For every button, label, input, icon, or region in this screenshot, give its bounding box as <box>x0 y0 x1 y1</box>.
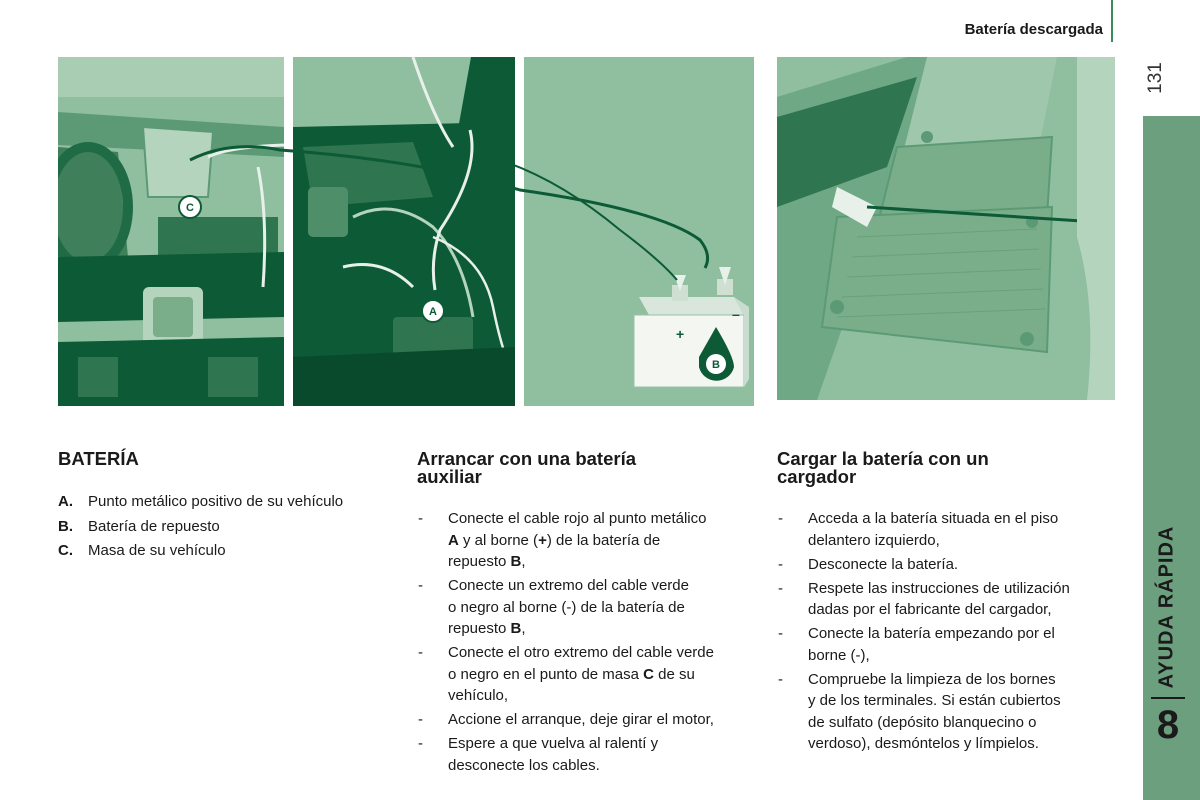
jump-start-title-line1: Arrancar con una batería <box>417 448 636 469</box>
chapter-tab-label-text: AYUDA RÁPIDA <box>1155 525 1178 689</box>
step-text-line: repuesto <box>448 553 511 570</box>
charge-title-line1: Cargar la batería con un <box>777 448 989 469</box>
legend-key: C. <box>58 542 73 559</box>
step-dash: - <box>418 711 423 728</box>
charge-section <box>777 446 1122 757</box>
step-text <box>448 508 762 573</box>
jump-start-title <box>417 450 762 486</box>
illustration-spare-battery <box>524 57 754 406</box>
step-text: Desconecte la batería. <box>808 555 959 573</box>
step-key: B <box>510 620 522 637</box>
step-text-line: , <box>521 620 526 637</box>
marker-c-label: C <box>186 202 194 214</box>
step-text-line: delantero izquierdo, <box>808 531 940 549</box>
legend-item <box>58 515 398 540</box>
chapter-number: 8 <box>1156 703 1180 747</box>
legend-key: B. <box>58 517 73 535</box>
step-text <box>808 578 1122 621</box>
battery-minus-label: – <box>732 306 740 322</box>
step-dash: - <box>778 670 783 688</box>
step-text-line: o negro en el punto de masa <box>448 665 644 683</box>
jump-start-step <box>417 508 762 573</box>
charge-title-line2: cargador <box>777 466 857 487</box>
step-text <box>808 669 1122 755</box>
step-text-line: Conecte el cable rojo al punto metálico <box>448 510 707 527</box>
chapter-tab-divider <box>1151 697 1185 699</box>
step-dash: - <box>778 555 783 573</box>
step-text-line: borne (-), <box>808 646 870 664</box>
step-text <box>808 623 1122 666</box>
step-text-line: Espere a que vuelva al ralentí y <box>448 735 659 752</box>
step-dash: - <box>418 577 423 594</box>
step-text-line: desconecte los cables. <box>448 756 600 774</box>
illustration-ground-point <box>58 57 284 406</box>
illustration-positive-terminal <box>293 57 515 406</box>
step-text-line: Compruebe la limpieza de los bornes <box>808 670 1056 688</box>
step-key: A <box>448 531 459 549</box>
step-dash: - <box>778 579 783 597</box>
step-text-line: Conecte el otro extremo del cable verde <box>448 644 714 661</box>
jump-start-section <box>417 446 762 779</box>
step-dash: - <box>418 510 423 527</box>
step-text <box>448 575 762 640</box>
jump-start-title-line2: auxiliar <box>417 466 482 487</box>
step-text-line: o negro al borne (-) de la batería de <box>448 598 685 616</box>
header-divider <box>1111 0 1113 42</box>
step-key: B <box>510 553 522 570</box>
battery-plus-label: + <box>676 326 685 342</box>
illustration-battery-floor <box>777 57 1115 400</box>
step-key: C <box>643 665 654 683</box>
step-text <box>448 642 762 707</box>
step-text-line: verdoso), desmóntelos y límpielos. <box>808 735 1039 752</box>
step-text: Accione el arranque, deje girar el motor, <box>448 711 714 728</box>
step-text-line: y al borne ( <box>458 531 539 549</box>
step-dash: - <box>778 510 783 527</box>
jump-start-step <box>417 733 762 776</box>
step-text-line: Conecte un extremo del cable verde <box>448 577 689 594</box>
step-text-line: repuesto <box>448 620 511 637</box>
step-text <box>448 733 762 776</box>
step-text-line: ) de la batería de <box>546 531 661 549</box>
step-dash: - <box>418 644 423 661</box>
step-dash: - <box>418 735 423 752</box>
chapter-tab-label <box>1152 522 1182 692</box>
charge-step <box>777 669 1122 755</box>
charge-step <box>777 554 1122 576</box>
step-text-line: , <box>521 553 526 570</box>
jump-start-step <box>417 575 762 640</box>
battery-section-title: BATERÍA <box>58 448 139 469</box>
charge-step <box>777 578 1122 621</box>
jump-start-step <box>417 709 762 731</box>
page-number: 131 <box>1145 62 1166 94</box>
step-text <box>808 508 1122 551</box>
legend-item <box>58 490 398 515</box>
step-text-line: dadas por el fabricante del cargador, <box>808 601 1052 618</box>
charge-title <box>777 450 1122 486</box>
step-key: + <box>538 531 547 549</box>
legend-text: Batería de repuesto <box>88 517 220 535</box>
step-text-line: y de los terminales. Si están cubiertos <box>808 692 1061 709</box>
battery-legend-section <box>58 446 398 564</box>
marker-b-label: B <box>712 359 720 371</box>
jump-start-step <box>417 642 762 707</box>
step-text-line: Acceda a la batería situada en el piso <box>808 510 1059 527</box>
step-text-line: de su <box>653 665 695 683</box>
charge-step <box>777 623 1122 666</box>
legend-key: A. <box>58 493 73 510</box>
legend-text: Punto metálico positivo de su vehículo <box>88 493 344 510</box>
section-header-title: Batería descargada <box>964 21 1103 38</box>
step-text-line: Conecte la batería empezando por el <box>808 625 1055 642</box>
marker-a-label: A <box>429 306 437 318</box>
charge-step <box>777 508 1122 551</box>
step-text-line: de sulfato (depósito blanquecino o <box>808 713 1037 731</box>
step-text-line: vehículo, <box>448 687 509 704</box>
legend-text: Masa de su vehículo <box>88 542 226 559</box>
step-dash: - <box>778 625 783 642</box>
legend-item <box>58 539 398 564</box>
step-text-line: Respete las instrucciones de utilización <box>808 579 1070 597</box>
